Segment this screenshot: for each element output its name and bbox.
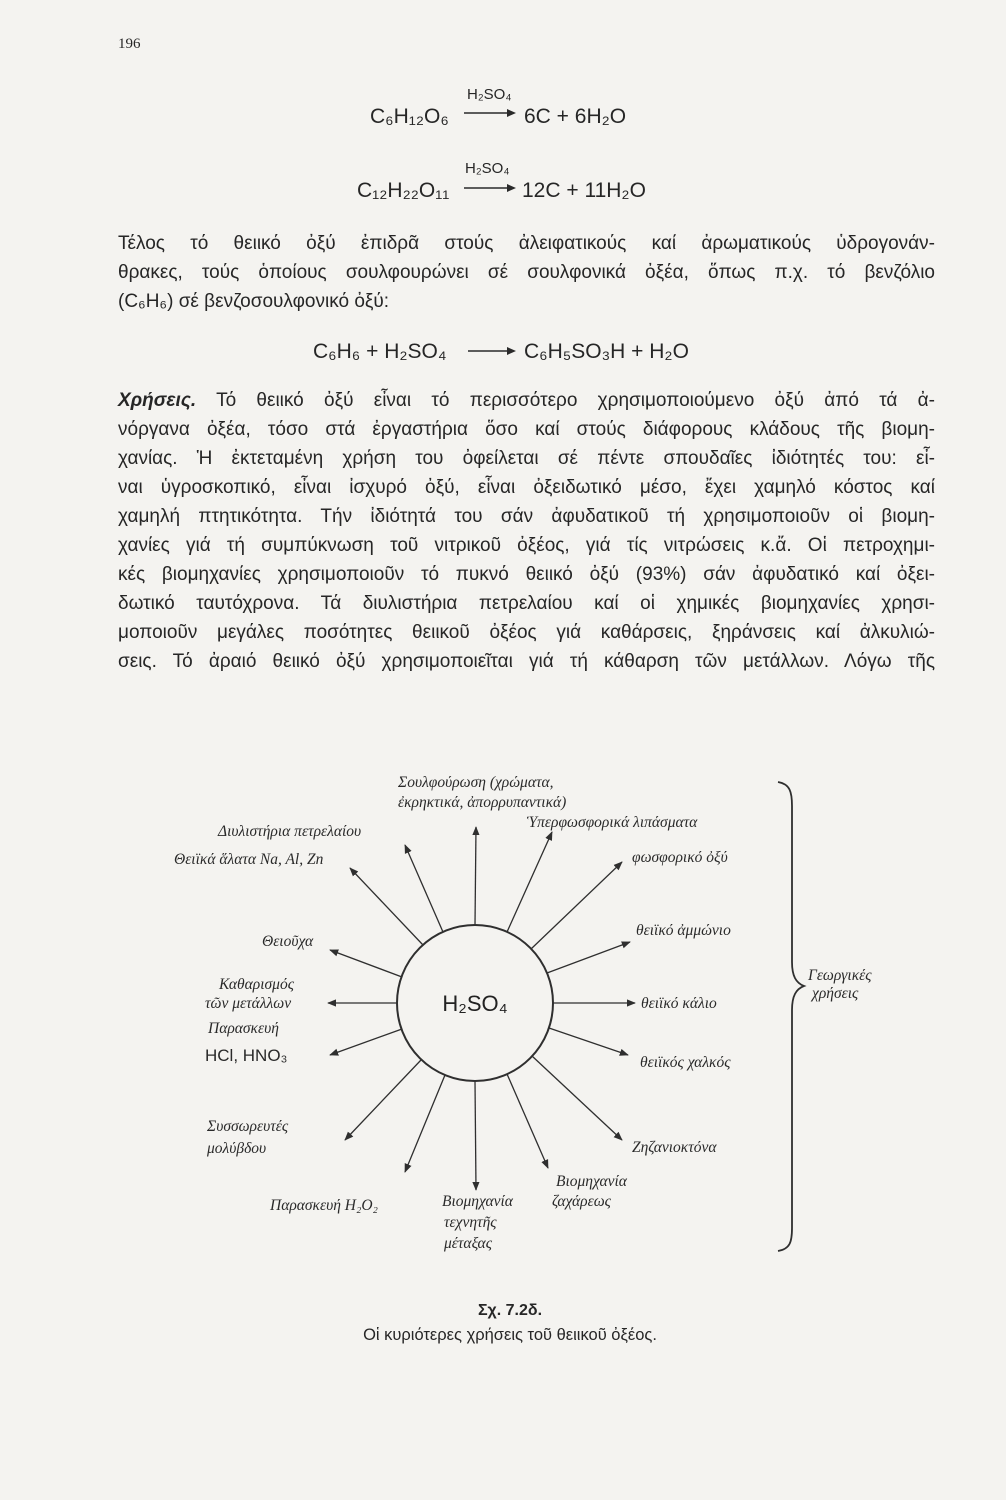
text-line: Τέλος τό θειικό ὀξύ ἐπιδρᾶ στούς ἀλειφατικούς καί ἀρωματικούς ὑδρογονάν- [118,233,935,254]
label-refineries: Διυλιστήρια πετρελαίου [218,823,362,840]
label-potassium-sulfate: θειϊκό κάλιο [641,995,717,1012]
equation-catalyst: H₂SO₄ [467,86,512,103]
label-sulfonation: ἐκρηκτικά, ἀπορρυπαντικά) [398,794,567,811]
label-superphosphate: Ὑπερφωσφορικά λιπάσματα [527,814,698,831]
text-line: κές βιομηχανίες χρησιμοποιοῦν τό πυκνό θειικό ὀξύ (93%) σάν ἀφυδατικό καί ὀξει- [118,564,935,585]
equation-catalyst: H₂SO₄ [465,160,510,177]
label-agricultural-uses: χρήσεις [812,985,859,1002]
text-line: χαμηλή πτητικότητα. Τήν ἰδιότητά του σάν ἀφυδατικοῦ τή χρησιμοποιοῦν οἱ βιομη- [118,506,935,527]
arrow-sulfate-salts [350,868,423,945]
page-number: 196 [118,36,141,52]
figure-number: Σχ. 7.2δ. [477,1302,543,1319]
label-herbicides: Ζηζανιοκτόνα [632,1139,717,1156]
figure-caption: Οἱ κυριότερες χρήσεις τοῦ θειικοῦ ὀξέος. [363,1326,657,1344]
equation-product: 12C + 11H₂O [522,179,646,202]
text-line: χανίας. Ἡ ἐκτεταμένη χρήση του ὀφείλεται σέ πέντε σπουδαῖες ἰδιότητές του: εἶ- [118,448,935,469]
arrow-ammonium-sulfate [547,942,630,973]
text-line: δωτικό ταυτόχρονα. Τά διυλιστήρια πετρελαίου καί οἱ χημικές βιομηχανίες χρησι- [118,593,935,614]
label-phosphoric-acid: φωσφορικό ὀξύ [632,849,728,866]
label-metal-cleaning: τῶν μετάλλων [205,995,292,1012]
equation-product: 6C + 6H₂O [524,105,627,128]
text-line: (C₆H₆) σέ βενζοσουλφονικό ὀξύ: [118,291,390,312]
center-formula: H₂SO₄ [442,991,508,1016]
label-hcl-hno3-production: Παρασκευή [208,1020,279,1037]
equation-reactant: C₆H₆ + H₂SO₄ [313,340,447,363]
arrow-h2o2-production [405,1075,445,1172]
label-hcl-hno3-production: HCl, HNO₃ [205,1046,288,1065]
arrow-copper-sulfate [549,1028,628,1055]
equation-product: C₆H₅SO₃H + H₂O [524,340,689,363]
arrow-hcl-hno3-production [330,1029,402,1055]
arrow-lead-accumulators [345,1060,421,1140]
label-artificial-silk: μέταξας [444,1235,492,1252]
label-artificial-silk: τεχνητῆς [444,1214,497,1231]
text-line: θρακες, τούς ὁποίους σουλφουρώνει σέ σουλφονικά ὀξέα, ὅπως π.χ. τό βενζόλιο [118,262,935,283]
arrow-sugar-industry [507,1074,548,1168]
arrow-superphosphate [507,832,552,932]
label-h2o2-production: Παρασκευή H₂O₂ [270,1197,378,1214]
label-lead-accumulators: Συσσωρευτές [207,1118,289,1135]
label-metal-cleaning: Καθαρισμός [219,976,294,993]
label-copper-sulfate: θειϊκός χαλκός [640,1054,731,1071]
label-sugar-industry: ζαχάρεως [552,1193,611,1210]
equation-reactant: C₁₂H₂₂O₁₁ [357,179,450,202]
arrow-herbicides [532,1056,622,1140]
text-line: σεις. Τό ἀραιό θειικό ὀξύ χρησιμοποιεῖται γιά τή κάθαρση τῶν μετάλλων. Λόγω τῆς [118,651,935,672]
label-agricultural-uses: Γεωργικές [808,967,872,984]
agricultural-brace [778,782,804,1251]
label-sulfate-salts: Θειϊκά ἅλατα Na, Al, Zn [174,851,324,868]
text-line: μοποιοῦν μεγάλες ποσότητες θειικοῦ ὀξέος γιά καθάρσεις, ξηράνσεις καί ἀλκυλιώ- [118,622,935,643]
text-line: χανίες γιά τή συμπύκνωση τοῦ νιτρικοῦ ὀξέος, γιά τίς νιτρώσεις κ.ἄ. Οἱ πετροχημι- [118,535,935,556]
arrow-thio-compounds [330,950,402,977]
label-ammonium-sulfate: θειϊκό ἀμμώνιο [636,922,731,939]
label-sugar-industry: Βιομηχανία [556,1173,627,1190]
label-thio-compounds: Θειοῦχα [262,933,314,950]
arrow-phosphoric-acid [531,862,622,949]
equation-reactant: C₆H₁₂O₆ [370,105,449,128]
label-sulfonation: Σουλφούρωση (χρώματα, [398,774,554,791]
text-span: Τό θειικό ὀξύ εἶναι τό περισσότερο χρησιμοποιούμενο ὀξύ ἀπό τά ἀ- [216,390,935,411]
text-line: ναι ὑγροσκοπικό, εἶναι ἰσχυρό ὀξύ, εἶναι ὀξειδωτικό μέσο, ἔχει χαμηλό κόστος καί [118,477,935,498]
text-line: νόργανα ὀξέα, τόσο στά ἐργαστήρια ὅσο καί στούς διάφορους κλάδους τῆς βιομη- [118,419,935,440]
label-lead-accumulators: μολύβδου [207,1140,267,1157]
arrow-sulfonation [475,827,476,925]
arrow-artificial-silk [475,1081,476,1190]
arrow-refineries [405,845,443,932]
section-heading: Χρήσεις. [118,390,197,411]
label-artificial-silk: Βιομηχανία [442,1193,513,1210]
